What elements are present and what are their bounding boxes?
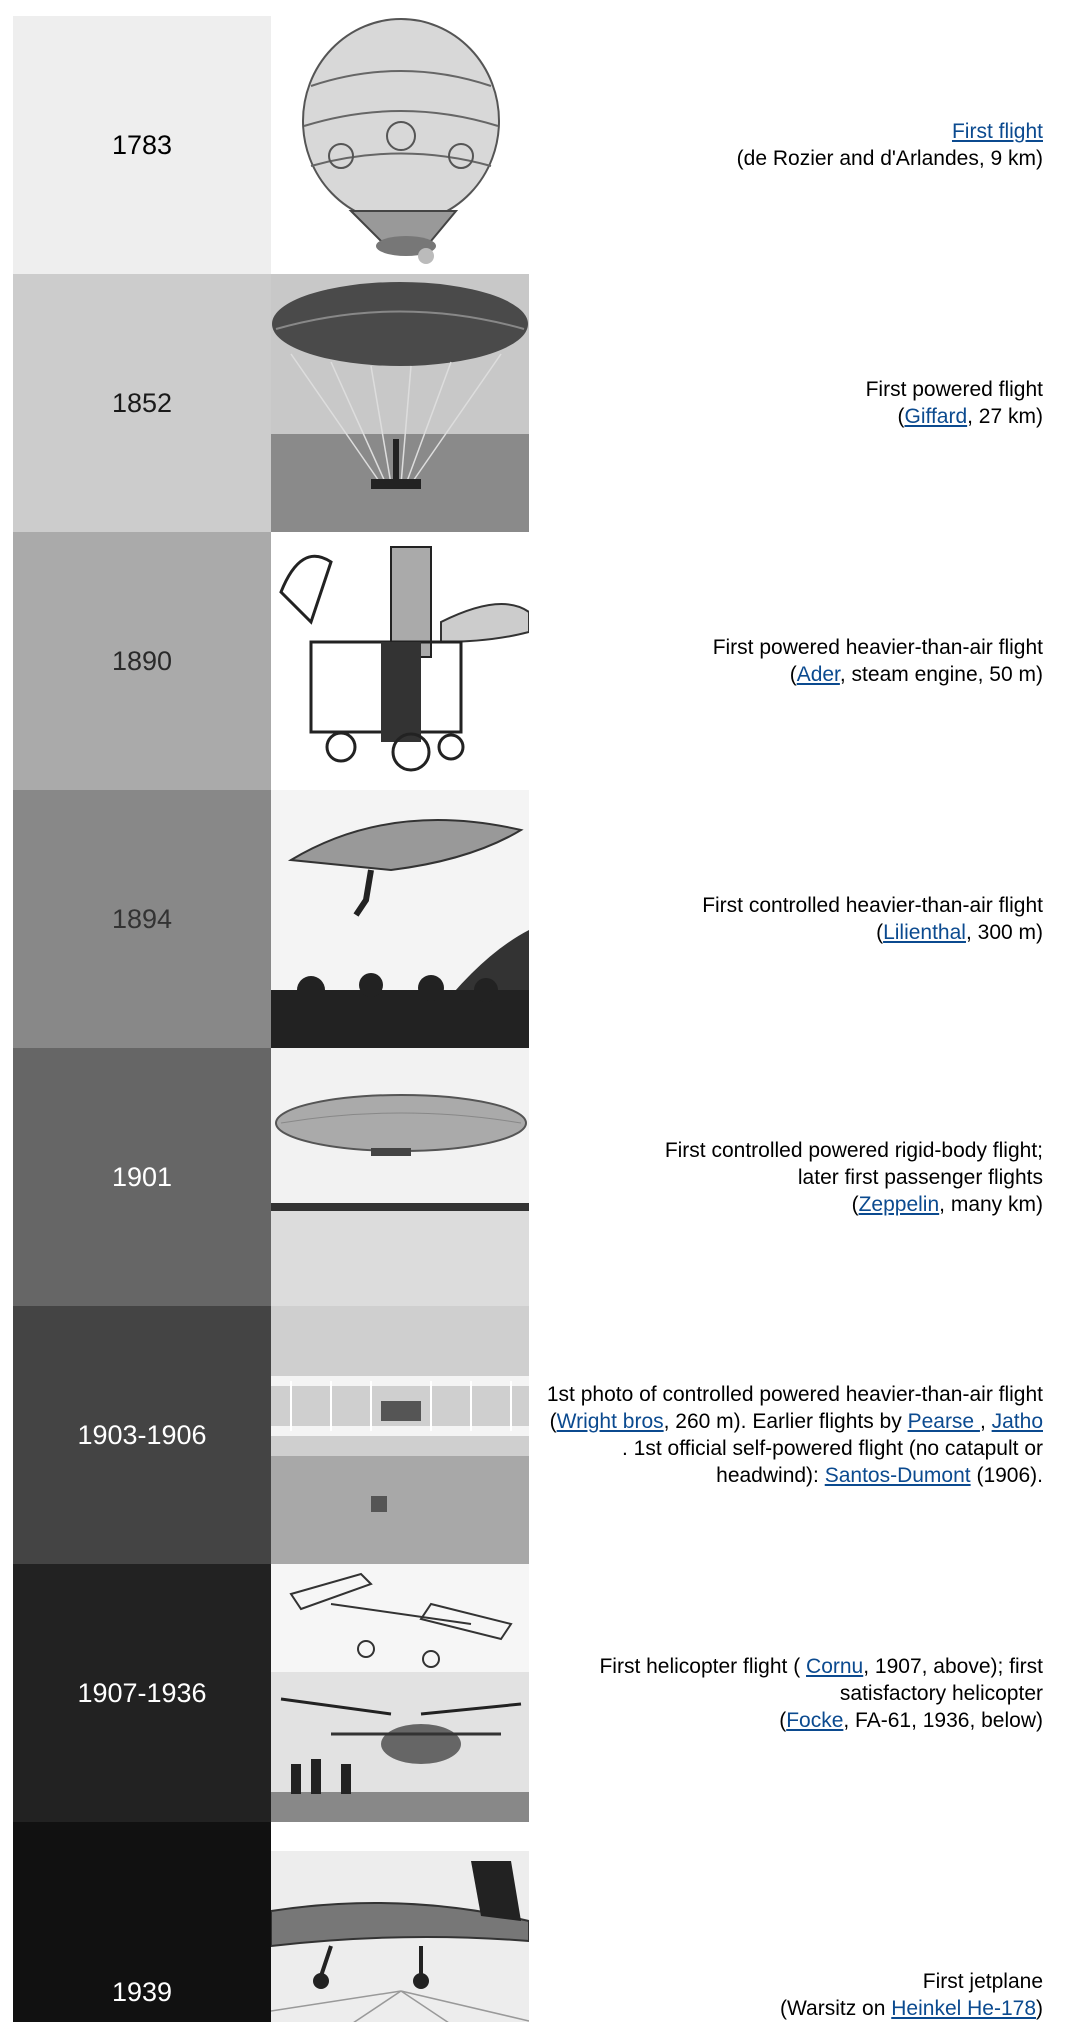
paren-open: ( [897, 405, 905, 428]
event-detail: (de Rozier and d'Arlandes, 9 km) [736, 147, 1043, 170]
timeline-row-1852 [13, 274, 1045, 532]
jetplane-image [271, 1822, 529, 2022]
event-description [529, 1306, 1045, 1564]
santos-dumont-link[interactable]: Santos-Dumont [824, 1464, 971, 1487]
event-subtitle: later first passenger flights [797, 1165, 1043, 1189]
timeline-row-1901 [13, 1048, 1045, 1306]
event-title: First controlled powered rigid-body flight; [664, 1138, 1043, 1162]
year-cell: 1907-1936 [13, 1564, 271, 1822]
paren-open: ( [779, 1708, 787, 1732]
zeppelin-image [271, 1048, 529, 1306]
paren-open: ( [876, 921, 884, 944]
lilienthal-link[interactable]: Lilienthal [883, 921, 966, 944]
event-title: First jetplane [922, 1970, 1043, 1993]
year-cell: 1939 [13, 1822, 271, 2022]
ader-link[interactable]: Ader [796, 663, 840, 686]
timeline-row-1894 [13, 790, 1045, 1048]
wright-flyer-image [271, 1306, 529, 1564]
year-cell: 1890 [13, 532, 271, 790]
event-title: First controlled heavier-than-air flight [702, 894, 1043, 917]
focke-link[interactable]: Focke [786, 1708, 844, 1732]
event-text: 1st photo of controlled powered heavier-than-air flight ( [546, 1383, 1043, 1433]
event-text: , [979, 1410, 992, 1433]
event-text: , 260 m). Earlier flights by [663, 1410, 902, 1433]
event-text: . 1st official self-powered flight (no catapult or headwind): [622, 1437, 1043, 1487]
year-cell: 1901 [13, 1048, 271, 1306]
paren-open: ( [789, 663, 797, 686]
event-description [529, 274, 1045, 532]
event-description [529, 532, 1045, 790]
timeline-row-1939 [13, 1822, 1045, 2022]
event-text: (Warsitz on [780, 1997, 892, 2020]
paren-close: ) [1036, 1997, 1043, 2020]
event-detail: , many km) [939, 1192, 1043, 1216]
airship-image [271, 274, 529, 532]
year-cell: 1894 [13, 790, 271, 1048]
event-description [529, 1564, 1045, 1822]
first-flight-link[interactable]: First flight [951, 120, 1043, 143]
cornu-link[interactable]: Cornu [806, 1654, 864, 1678]
event-description [529, 16, 1045, 274]
event-detail: , 27 km) [967, 405, 1043, 428]
zeppelin-link[interactable]: Zeppelin [858, 1192, 940, 1216]
event-text: First helicopter flight ( [599, 1654, 807, 1678]
timeline-row-1890 [13, 532, 1045, 790]
event-description [529, 1822, 1045, 2022]
pearse-link[interactable]: Pearse [907, 1410, 980, 1433]
event-title: First powered flight [865, 378, 1043, 401]
event-text: (1906). [970, 1464, 1043, 1487]
ader-steam-plane-image [271, 532, 529, 790]
event-text: , 1907, above); first satisfactory helicopter [839, 1654, 1043, 1705]
year-cell: 1903-1906 [13, 1306, 271, 1564]
event-detail: , 300 m) [965, 921, 1043, 944]
timeline-row-1903-1906 [13, 1306, 1045, 1564]
aviation-timeline [13, 16, 1045, 2022]
giffard-link[interactable]: Giffard [904, 405, 968, 428]
heinkel-he-178-link[interactable]: Heinkel He-178 [891, 1997, 1036, 2020]
year-cell: 1783 [13, 16, 271, 274]
timeline-row-1783 [13, 16, 1045, 274]
jatho-link[interactable]: Jatho [991, 1410, 1043, 1433]
event-title: First powered heavier-than-air flight [712, 636, 1043, 659]
lilienthal-glider-image [271, 790, 529, 1048]
event-description [529, 790, 1045, 1048]
timeline-row-1907-1936 [13, 1564, 1045, 1822]
event-detail: , steam engine, 50 m) [839, 663, 1043, 686]
year-cell: 1852 [13, 274, 271, 532]
helicopter-image [271, 1564, 529, 1822]
paren-open: ( [851, 1192, 859, 1216]
event-text: , FA-61, 1936, below) [843, 1708, 1043, 1732]
wright-bros-link[interactable]: Wright bros [556, 1410, 664, 1433]
event-description [529, 1048, 1045, 1306]
hot-air-balloon-image [271, 16, 529, 274]
